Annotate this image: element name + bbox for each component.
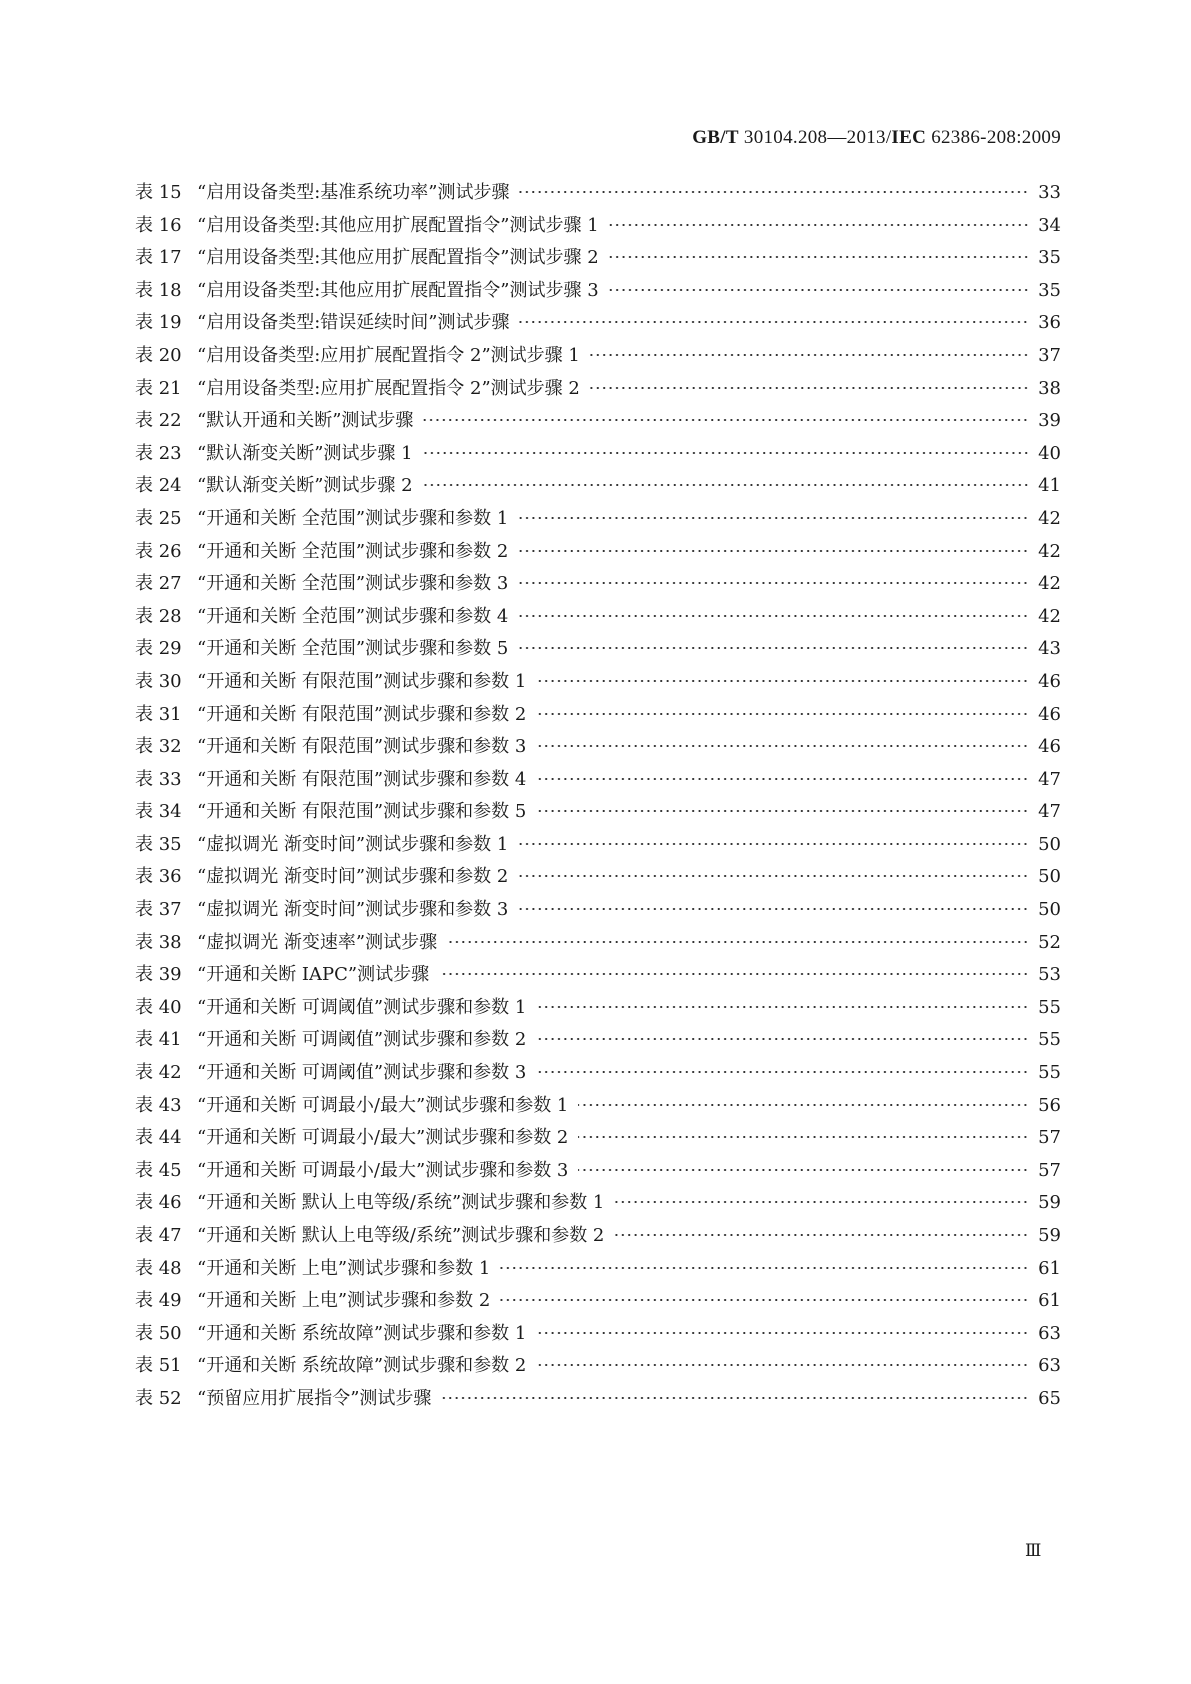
dot-leader xyxy=(536,1357,1029,1373)
toc-entry-label: 表 28 xyxy=(135,605,182,627)
toc-entry-title: “虚拟调光 渐变速率”测试步骤 xyxy=(197,931,438,953)
toc-entry-title: “开通和关断 有限范围”测试步骤和参数 2 xyxy=(197,703,527,725)
dot-leader xyxy=(609,217,1029,233)
toc-entry[interactable] xyxy=(135,862,1061,895)
toc-entry[interactable] xyxy=(135,1156,1061,1189)
toc-entry-page: 63 xyxy=(1038,1355,1061,1377)
toc-entry[interactable] xyxy=(135,308,1061,341)
dot-leader xyxy=(536,706,1029,722)
toc-entry-title: “虚拟调光 渐变时间”测试步骤和参数 3 xyxy=(197,899,509,921)
toc-entry-page: 50 xyxy=(1038,866,1061,888)
toc-entry[interactable] xyxy=(135,667,1061,700)
toc-entry[interactable] xyxy=(135,700,1061,733)
toc-entry-label: 表 16 xyxy=(135,214,182,236)
toc-entry[interactable] xyxy=(135,504,1061,537)
toc-entry-title: “开通和关断 可调阈值”测试步骤和参数 1 xyxy=(197,996,527,1018)
dot-leader xyxy=(518,575,1029,591)
toc-entry-title: “默认渐变关断”测试步骤 1 xyxy=(197,442,413,464)
toc-entry-title: “开通和关断 可调最小/最大”测试步骤和参数 2 xyxy=(197,1127,569,1149)
toc-entry-title: “启用设备类型:应用扩展配置指令 2”测试步骤 2 xyxy=(197,377,580,399)
toc-entry-label: 表 29 xyxy=(135,638,182,660)
toc-entry[interactable] xyxy=(135,406,1061,439)
dot-leader xyxy=(578,1162,1029,1178)
dot-leader xyxy=(439,966,1029,982)
toc-entry-label: 表 40 xyxy=(135,996,182,1018)
toc-entry-title: “默认渐变关断”测试步骤 2 xyxy=(197,475,413,497)
toc-entry-page: 42 xyxy=(1038,605,1061,627)
toc-entry-page: 52 xyxy=(1038,931,1061,953)
toc-entry-title: “默认开通和关断”测试步骤 xyxy=(197,410,414,432)
standard-code: GB/T xyxy=(692,127,739,148)
toc-entry-label: 表 27 xyxy=(135,573,182,595)
toc-entry-page: 47 xyxy=(1038,801,1061,823)
toc-entry[interactable] xyxy=(135,537,1061,570)
toc-entry-title: “开通和关断 全范围”测试步骤和参数 5 xyxy=(197,638,509,660)
dot-leader xyxy=(536,999,1029,1015)
dot-leader xyxy=(423,477,1029,493)
toc-entry-page: 59 xyxy=(1038,1192,1061,1214)
toc-entry[interactable] xyxy=(135,1384,1061,1417)
dot-leader xyxy=(519,314,1029,330)
iec-code: IEC xyxy=(891,127,927,148)
toc-entry[interactable] xyxy=(135,569,1061,602)
toc-entry-page: 39 xyxy=(1038,410,1061,432)
toc-entry-page: 47 xyxy=(1038,768,1061,790)
toc-entry[interactable] xyxy=(135,439,1061,472)
toc-entry-label: 表 39 xyxy=(135,964,182,986)
toc-entry-page: 57 xyxy=(1038,1159,1061,1181)
dot-leader xyxy=(536,673,1029,689)
toc-entry-label: 表 51 xyxy=(135,1355,182,1377)
toc-entry[interactable] xyxy=(135,895,1061,928)
toc-entry-label: 表 24 xyxy=(135,475,182,497)
toc-entry[interactable] xyxy=(135,960,1061,993)
toc-entry[interactable] xyxy=(135,1254,1061,1287)
toc-entry-label: 表 32 xyxy=(135,736,182,758)
toc-entry-title: “开通和关断 全范围”测试步骤和参数 2 xyxy=(197,540,509,562)
toc-entry[interactable] xyxy=(135,797,1061,830)
toc-entry-page: 61 xyxy=(1038,1257,1061,1279)
toc-entry-title: “开通和关断 有限范围”测试步骤和参数 5 xyxy=(197,801,527,823)
toc-entry-page: 42 xyxy=(1038,540,1061,562)
page-folio: Ⅲ xyxy=(1025,1541,1042,1561)
toc-entry-title: “开通和关断 上电”测试步骤和参数 2 xyxy=(197,1290,491,1312)
toc-entry-page: 46 xyxy=(1038,703,1061,725)
toc-entry-label: 表 48 xyxy=(135,1257,182,1279)
toc-entry-title: “开通和关断 默认上电等级/系统”测试步骤和参数 2 xyxy=(197,1225,605,1246)
toc-entry-title: “开通和关断 可调最小/最大”测试步骤和参数 1 xyxy=(197,1094,569,1116)
toc-entry-label: 表 41 xyxy=(135,1029,182,1051)
toc-entry-label: 表 25 xyxy=(135,507,182,529)
dot-leader xyxy=(536,771,1029,787)
toc-entry-title: “启用设备类型:其他应用扩展配置指令”测试步骤 1 xyxy=(197,214,599,236)
dot-leader xyxy=(536,1325,1029,1341)
toc-entry-page: 40 xyxy=(1038,442,1061,464)
toc-entry[interactable] xyxy=(135,928,1061,961)
toc-entry-label: 表 30 xyxy=(135,670,182,692)
toc-entry-page: 55 xyxy=(1038,1029,1061,1051)
toc-entry-title: “开通和关断 系统故障”测试步骤和参数 1 xyxy=(197,1322,527,1344)
toc-entry-page: 55 xyxy=(1038,996,1061,1018)
toc-entry-label: 表 44 xyxy=(135,1127,182,1149)
toc-entry-label: 表 49 xyxy=(135,1290,182,1312)
toc-entry[interactable] xyxy=(135,830,1061,863)
toc-entry-label: 表 45 xyxy=(135,1159,182,1181)
toc-entry-label: 表 15 xyxy=(135,182,182,203)
toc-entry-title: “开通和关断 可调阈值”测试步骤和参数 3 xyxy=(197,1062,527,1084)
toc-entry-page: 50 xyxy=(1038,899,1061,921)
toc-entry-label: 表 38 xyxy=(135,931,182,953)
toc-entry-title: “启用设备类型:应用扩展配置指令 2”测试步骤 1 xyxy=(197,344,580,366)
toc-entry-title: “开通和关断 全范围”测试步骤和参数 4 xyxy=(197,605,509,627)
toc-entry-label: 表 22 xyxy=(135,410,182,432)
toc-entry-page: 41 xyxy=(1038,475,1061,497)
dot-leader xyxy=(441,1390,1029,1406)
toc-entry[interactable] xyxy=(135,993,1061,1026)
dot-leader xyxy=(518,543,1029,559)
dot-leader xyxy=(609,249,1029,265)
toc-entry-label: 表 33 xyxy=(135,768,182,790)
toc-entry-title: “开通和关断 默认上电等级/系统”测试步骤和参数 1 xyxy=(197,1192,605,1214)
toc-entry-title: “开通和关断 可调最小/最大”测试步骤和参数 3 xyxy=(197,1159,569,1181)
toc-entry-label: 表 34 xyxy=(135,801,182,823)
dot-leader xyxy=(518,836,1029,852)
toc-entry-page: 53 xyxy=(1038,964,1061,986)
dot-leader xyxy=(500,1292,1029,1308)
toc-entry-label: 表 23 xyxy=(135,442,182,464)
toc-entry-title: “开通和关断 有限范围”测试步骤和参数 4 xyxy=(197,768,527,790)
toc-entry-title: “开通和关断 可调阈值”测试步骤和参数 2 xyxy=(197,1029,527,1051)
toc-entry-page: 33 xyxy=(1038,182,1061,203)
toc-entry[interactable] xyxy=(135,374,1061,407)
toc-entry-page: 34 xyxy=(1038,214,1061,236)
toc-entry[interactable] xyxy=(135,1188,1061,1221)
toc-entry-page: 59 xyxy=(1038,1225,1061,1246)
toc-entry-title: “开通和关断 IAPC”测试步骤 xyxy=(197,964,430,986)
toc-entry-label: 表 31 xyxy=(135,703,182,725)
toc-entry-label: 表 36 xyxy=(135,866,182,888)
dot-leader xyxy=(518,608,1029,624)
dot-leader xyxy=(518,510,1029,526)
toc-entry-title: “启用设备类型:其他应用扩展配置指令”测试步骤 3 xyxy=(197,279,599,301)
toc-entry-title: “开通和关断 全范围”测试步骤和参数 3 xyxy=(197,573,509,595)
toc-entry-page: 63 xyxy=(1038,1322,1061,1344)
toc-entry-label: 表 42 xyxy=(135,1062,182,1084)
toc-entry-title: “启用设备类型:错误延续时间”测试步骤 xyxy=(197,312,510,334)
toc-entry-label: 表 21 xyxy=(135,377,182,399)
toc-entry-page: 61 xyxy=(1038,1290,1061,1312)
toc-entry-page: 46 xyxy=(1038,736,1061,758)
toc-entry-label: 表 52 xyxy=(135,1387,182,1409)
dot-leader xyxy=(447,934,1029,950)
toc-entry-title: “启用设备类型:基准系统功率”测试步骤 xyxy=(197,182,510,203)
toc-entry-page: 46 xyxy=(1038,670,1061,692)
toc-entry[interactable] xyxy=(135,1123,1061,1156)
standard-number: 30104.208—2013/ xyxy=(743,127,892,148)
dot-leader xyxy=(536,803,1029,819)
dot-leader xyxy=(536,1031,1029,1047)
toc-entry[interactable] xyxy=(135,471,1061,504)
toc-entry-page: 36 xyxy=(1038,312,1061,334)
toc-entry[interactable] xyxy=(135,602,1061,635)
dot-leader xyxy=(519,184,1029,200)
toc-entry-title: “虚拟调光 渐变时间”测试步骤和参数 1 xyxy=(197,833,509,855)
toc-entry[interactable] xyxy=(135,211,1061,244)
toc-entry-label: 表 50 xyxy=(135,1322,182,1344)
iec-number: 62386-208:2009 xyxy=(931,127,1061,148)
toc-entry[interactable] xyxy=(135,341,1061,374)
toc-entry-label: 表 37 xyxy=(135,899,182,921)
toc-entry-label: 表 47 xyxy=(135,1225,182,1246)
document-header xyxy=(692,127,1061,149)
toc-entry[interactable] xyxy=(135,276,1061,309)
toc-entry-title: “开通和关断 有限范围”测试步骤和参数 3 xyxy=(197,736,527,758)
toc-entry-title: “开通和关断 有限范围”测试步骤和参数 1 xyxy=(197,670,527,692)
toc-entry[interactable] xyxy=(135,732,1061,765)
dot-leader xyxy=(609,282,1029,298)
dot-leader xyxy=(614,1194,1029,1210)
toc-entry-label: 表 43 xyxy=(135,1094,182,1116)
toc-entry-title: “开通和关断 系统故障”测试步骤和参数 2 xyxy=(197,1355,527,1377)
toc-entry-label: 表 26 xyxy=(135,540,182,562)
toc-entry-page: 56 xyxy=(1038,1094,1061,1116)
toc-entry[interactable] xyxy=(135,1058,1061,1091)
dot-leader xyxy=(518,640,1029,656)
dot-leader xyxy=(614,1227,1029,1243)
dot-leader xyxy=(590,347,1029,363)
toc-entry-page: 35 xyxy=(1038,279,1061,301)
toc-entry-page: 50 xyxy=(1038,833,1061,855)
toc-entry[interactable] xyxy=(135,243,1061,276)
toc-entry-page: 55 xyxy=(1038,1062,1061,1084)
dot-leader xyxy=(536,738,1029,754)
toc-entry[interactable] xyxy=(135,634,1061,667)
toc-entry[interactable] xyxy=(135,1025,1061,1058)
toc-entry-page: 38 xyxy=(1038,377,1061,399)
toc-entry-page: 35 xyxy=(1038,247,1061,269)
table-of-contents xyxy=(135,178,1061,1417)
toc-entry-page: 42 xyxy=(1038,573,1061,595)
dot-leader xyxy=(590,380,1029,396)
dot-leader xyxy=(536,1064,1029,1080)
toc-entry-title: “启用设备类型:其他应用扩展配置指令”测试步骤 2 xyxy=(197,247,599,269)
dot-leader xyxy=(423,412,1029,428)
dot-leader xyxy=(578,1097,1029,1113)
toc-entry-title: “开通和关断 上电”测试步骤和参数 1 xyxy=(197,1257,491,1279)
toc-entry[interactable] xyxy=(135,178,1061,211)
toc-entry-page: 57 xyxy=(1038,1127,1061,1149)
toc-entry-label: 表 35 xyxy=(135,833,182,855)
toc-entry[interactable] xyxy=(135,1286,1061,1319)
toc-entry-page: 65 xyxy=(1038,1387,1061,1409)
toc-entry-label: 表 20 xyxy=(135,344,182,366)
toc-entry-page: 42 xyxy=(1038,507,1061,529)
toc-entry-label: 表 46 xyxy=(135,1192,182,1214)
dot-leader xyxy=(518,868,1029,884)
toc-entry[interactable] xyxy=(135,1319,1061,1352)
toc-entry-title: “预留应用扩展指令”测试步骤 xyxy=(197,1387,432,1409)
toc-entry[interactable] xyxy=(135,1351,1061,1384)
toc-entry-title: “虚拟调光 渐变时间”测试步骤和参数 2 xyxy=(197,866,509,888)
toc-entry-label: 表 18 xyxy=(135,279,182,301)
toc-entry[interactable] xyxy=(135,1221,1061,1254)
toc-entry-title: “开通和关断 全范围”测试步骤和参数 1 xyxy=(197,507,509,529)
toc-entry-label: 表 17 xyxy=(135,247,182,269)
toc-entry-page: 37 xyxy=(1038,344,1061,366)
dot-leader xyxy=(500,1260,1029,1276)
toc-entry-label: 表 19 xyxy=(135,312,182,334)
toc-entry[interactable] xyxy=(135,765,1061,798)
dot-leader xyxy=(578,1129,1029,1145)
dot-leader xyxy=(518,901,1029,917)
dot-leader xyxy=(423,445,1029,461)
toc-entry-page: 43 xyxy=(1038,638,1061,660)
toc-entry[interactable] xyxy=(135,1091,1061,1124)
